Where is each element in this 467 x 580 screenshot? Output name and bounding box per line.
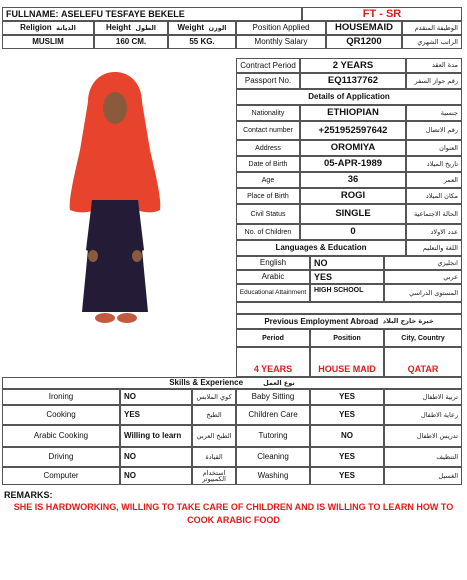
position-label: Position Applied (236, 21, 326, 35)
skill-label-ar: القيادة (192, 447, 236, 467)
detail-value: SINGLE (300, 204, 406, 224)
skill-value: NO (120, 389, 192, 405)
detail-label: Nationality (236, 105, 300, 121)
experience-period: 4 YEARS (253, 364, 293, 374)
detail-value: 0 (300, 224, 406, 240)
religion-label: Religion (20, 23, 52, 32)
language-label: English (236, 256, 310, 270)
language-label: Educational Attainment (236, 284, 310, 302)
detail-label: Address (236, 140, 300, 156)
contract-period-label-ar: مدة العقد (406, 58, 462, 73)
detail-value: ETHIOPIAN (300, 105, 406, 121)
detail-label-ar: العنوان (406, 140, 462, 156)
skill-label-ar: التنظيف (384, 447, 462, 467)
skill-label-ar: رعاية الاطفال (384, 405, 462, 425)
language-value: YES (310, 270, 384, 284)
skill-label: Cooking (2, 405, 120, 425)
detail-value: +251952597642 (300, 121, 406, 140)
skill-value: Willing to learn (120, 425, 192, 447)
experience-title: Previous Employment Abroad (264, 316, 379, 326)
skill-label-ar: الغسيل (384, 467, 462, 485)
language-value: HIGH SCHOOL (310, 284, 384, 302)
passport-label-ar: رقم جواز السفر (406, 73, 462, 89)
language-label-ar: المستوى الدراسي (384, 284, 462, 302)
detail-label-ar: العمر (406, 172, 462, 188)
skill-label: Arabic Cooking (2, 425, 120, 447)
skill-label: Washing (236, 467, 310, 485)
height-label: Height (105, 23, 131, 32)
passport-label: Passport No. (236, 73, 300, 89)
language-value: NO (310, 256, 384, 270)
detail-label: No. of Children (236, 224, 300, 240)
experience-country: QATAR (407, 364, 439, 374)
experience-title-ar: خبرة خارج البلاد (382, 317, 434, 326)
position-label-ar: الوظيفة المتقدم (402, 21, 462, 35)
detail-label-ar: جنسية (406, 105, 462, 121)
experience-position: HOUSE MAID (318, 364, 376, 374)
detail-label-ar: الحالة الاجتماعية (406, 204, 462, 224)
contract-period-value: 2 YEARS (300, 58, 406, 73)
position-value: HOUSEMAID (326, 21, 402, 35)
skill-label: Computer (2, 467, 120, 485)
skill-value: YES (310, 389, 384, 405)
skill-label: Driving (2, 447, 120, 467)
passport-value: EQ1137762 (300, 73, 406, 89)
details-title: Details of Application (236, 89, 462, 105)
fullname-row (2, 7, 302, 21)
detail-value: 36 (300, 172, 406, 188)
detail-label-ar: مكان الميلاد (406, 188, 462, 204)
skill-value: NO (120, 447, 192, 467)
skill-label: Cleaning (236, 447, 310, 467)
skills-title: Skills & Experience (169, 378, 244, 387)
detail-label-ar: عدد الاولاد (406, 224, 462, 240)
religion-header (2, 21, 94, 35)
fullname-label: FULLNAME: (6, 8, 59, 19)
skill-value: YES (120, 405, 192, 425)
skill-value: NO (120, 467, 192, 485)
language-label-ar: انجليزي (384, 256, 462, 270)
detail-label: Contact number (236, 121, 300, 140)
skill-label-ar: تدريس الاطفال (384, 425, 462, 447)
fullname-value: ASELEFU TESFAYE BEKELE (61, 8, 185, 19)
height-value: 160 CM. (94, 35, 168, 49)
detail-value: ROGI (300, 188, 406, 204)
skill-label-ar: تربية الاطفال (384, 389, 462, 405)
languages-spacer (236, 302, 462, 314)
skill-value: NO (310, 425, 384, 447)
detail-value: 05-APR-1989 (300, 156, 406, 172)
contract-period-label: Contract Period (236, 58, 300, 73)
weight-value: 55 KG. (168, 35, 236, 49)
skill-label: Baby Sitting (236, 389, 310, 405)
weight-label-ar: الوزن (208, 23, 227, 32)
salary-label-ar: الراتب الشهري (402, 35, 462, 49)
languages-title-ar: اللغة والتعليم (406, 240, 462, 256)
skill-label-ar: كوي الملابس (192, 389, 236, 405)
height-label-ar: الطول (135, 23, 157, 32)
period-col-header: Period (236, 329, 310, 347)
weight-label: Weight (177, 23, 204, 32)
languages-title: Languages & Education (236, 240, 406, 256)
religion-label-ar: الديانة (56, 23, 76, 32)
detail-value: OROMIYA (300, 140, 406, 156)
skill-value: YES (310, 447, 384, 467)
weight-header (168, 21, 236, 35)
skill-label: Tutoring (236, 425, 310, 447)
skill-label: Children Care (236, 405, 310, 425)
detail-label-ar: تاريخ الميلاد (406, 156, 462, 172)
skill-label-ar: الطبخ (192, 405, 236, 425)
skill-value: YES (310, 467, 384, 485)
language-label: Arabic (236, 270, 310, 284)
detail-label: Age (236, 172, 300, 188)
salary-value: QR1200 (326, 35, 402, 49)
detail-label-ar: رقم الاتصال (406, 121, 462, 140)
skills-title-ar: نوع العمل (263, 378, 295, 387)
applicant-photo (40, 50, 190, 350)
skill-value: YES (310, 405, 384, 425)
remarks-text: SHE IS HARDWORKING, WILLING TO TAKE CARE OF CHILDREN AND IS WILLING TO LEARN HOW TO COOK ARABIC FOOD (13, 502, 454, 525)
skills-header (2, 377, 462, 389)
country-col-header: City, Country (384, 329, 462, 347)
skill-label: Ironing (2, 389, 120, 405)
code-badge: FT - SR (302, 7, 462, 21)
position-col-header: Position (310, 329, 384, 347)
skill-label-ar: الطبخ العربي (192, 425, 236, 447)
remarks-label: REMARKS: (4, 490, 53, 500)
height-header (94, 21, 168, 35)
language-label-ar: عربي (384, 270, 462, 284)
experience-header (236, 314, 462, 329)
detail-label: Civil Status (236, 204, 300, 224)
detail-label: Date of Birth (236, 156, 300, 172)
salary-label: Monthly Salary (236, 35, 326, 49)
religion-value: MUSLIM (2, 35, 94, 49)
skill-label-ar: استخدام الكمبيوتر (192, 467, 236, 485)
detail-label: Place of Birth (236, 188, 300, 204)
